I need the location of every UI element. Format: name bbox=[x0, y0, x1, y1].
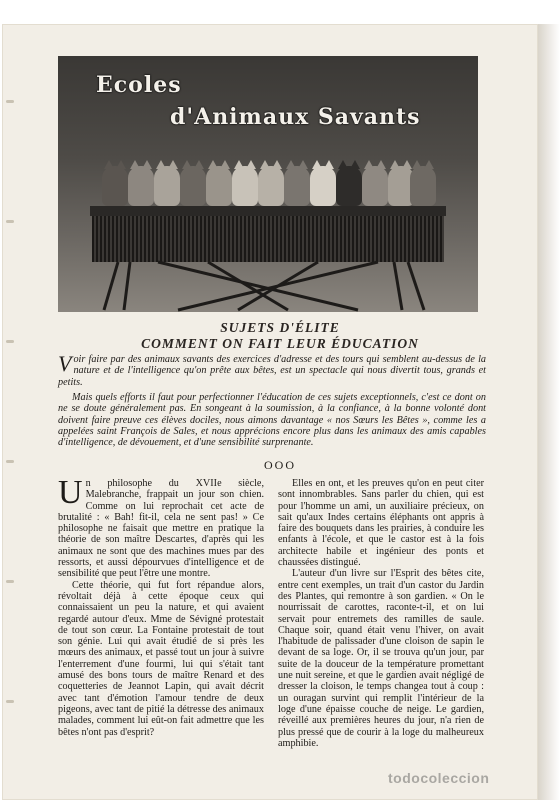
section-separator: OOO bbox=[264, 458, 296, 472]
page-shadow bbox=[538, 24, 560, 800]
body-drop-cap: U bbox=[58, 474, 83, 511]
binding-holes bbox=[6, 40, 16, 780]
intro-paragraph-1 bbox=[58, 351, 486, 388]
right-paragraph-2: L'auteur d'un livre sur l'Esprit des bêtes cite, entre cent exemples, un trait d'un castor du Jardin des Plantes, qui remontre à son gardien. « On le nourrissait de carottes, raconte-t-il, et on lui servait pour entremets des ramilles de saule. Chaque soir, quand était venu l'hiver, on avait l'habitude de palissader d'une cloison de sapin le devant de sa loge. Or, il se trouva qu'un jour, par suite de la douceur de la température promettant une nuit sereine, et que le gardien avait négligé de dresser la cloison, le temps changea tout à coup : un ouragan survint qui remplit l'intérieur de la loge d'une épaisse couche de neige. Le gardien, réveillé aux premières heures du jour, n'a rien de plus pressé que de courir à la loge du malheureux amphibie. bbox=[278, 568, 484, 749]
subheading-education: COMMENT ON FAIT LEUR ÉDUCATION bbox=[141, 336, 419, 351]
right-paragraph-1: Elles en ont, et les preuves qu'on en peut citer sont innombrables. Sans parler du chien, qui est pour l'homme un ami, un auxiliaire précieux, on sait qu'aux Indes certains éléphants ont appris à faire des bouquets dans les prairies, à conduire les enfants à l'école, et que le castor est à la fois architecte habile et ingénieur des ponts et chaussées distingué. bbox=[278, 478, 484, 569]
left-paragraph-2: Cette théorie, qui fut fort répandue alors, révoltait déjà à cette époque ceux qui connaissaient un peu la nature, et qui avaient regardé autour d'eux. Mme de Sévigné protestait de tout son cœur. La Fontaine protestait de tout son génie. Lui qui avait étudié de si près les mœurs des animaux, et passé tout un jour à suivre l'enterrement d'une fourmi, lui qui s'était tant amusé des bons tours de maître Renard et des coquetteries de Jeannot Lapin, qui avait décrit avec tant d'émotion l'amour tendre de deux pigeons, avec tant de pitié la détresse des animaux malades, comment lui eût-on fait admettre que les bêtes n'ont pas d'esprit? bbox=[58, 579, 264, 738]
watermark-logo: todocoleccion bbox=[388, 770, 490, 786]
left-paragraph-1: n philosophe du XVIIe siècle, Malebranche, frappait un jour son chien. Comme on lui reprochait cet acte de brutalité : « Bah! fit-il, cela ne sent pas! » Ce philosophe ne faisait que mettre en pratique la théorie de son maître Descartes, d'après qui les animaux ne sont que des machines mues par des ressorts, et aussi dépourvues d'intelligence et de sensibilité que peut l'être une montre. bbox=[58, 478, 264, 580]
intro-text-1: oir faire par des animaux savants des exercices d'adresse et des tours qui semblent au-dessus de la nature et de l'intelligence qu'on prête aux bêtes, est un spectacle qui nous divertit tous, grands et petits. bbox=[58, 354, 486, 388]
right-column bbox=[278, 478, 484, 749]
intro-text-2: Mais quels efforts il faut pour perfectionner l'éducation de ces sujets exceptionnels, c'est ce dont on ne se doute généralement pas. En songeant à la soumission, à la confiance, à la bonne volonté dont doivent faire preuve ces élèves dociles, nous aimons davantage « nos Sœurs les Bêtes », comme les a appelées saint François de Sales, et nous apprécions encore plus dans les animaux des amis capables d'intelligence, de dévouement, et d'une sensibilité surprenante. bbox=[58, 392, 486, 449]
header-photograph bbox=[58, 56, 478, 312]
header-title-line1: Ecoles bbox=[96, 72, 182, 98]
left-column bbox=[58, 474, 264, 738]
subheading-elite: SUJETS D'ÉLITE bbox=[220, 320, 340, 335]
intro-drop-cap: V bbox=[58, 351, 72, 376]
header-title-line2: d'Animaux Savants bbox=[170, 104, 421, 130]
table-legs bbox=[58, 56, 478, 312]
intro-paragraph-2 bbox=[58, 392, 486, 448]
